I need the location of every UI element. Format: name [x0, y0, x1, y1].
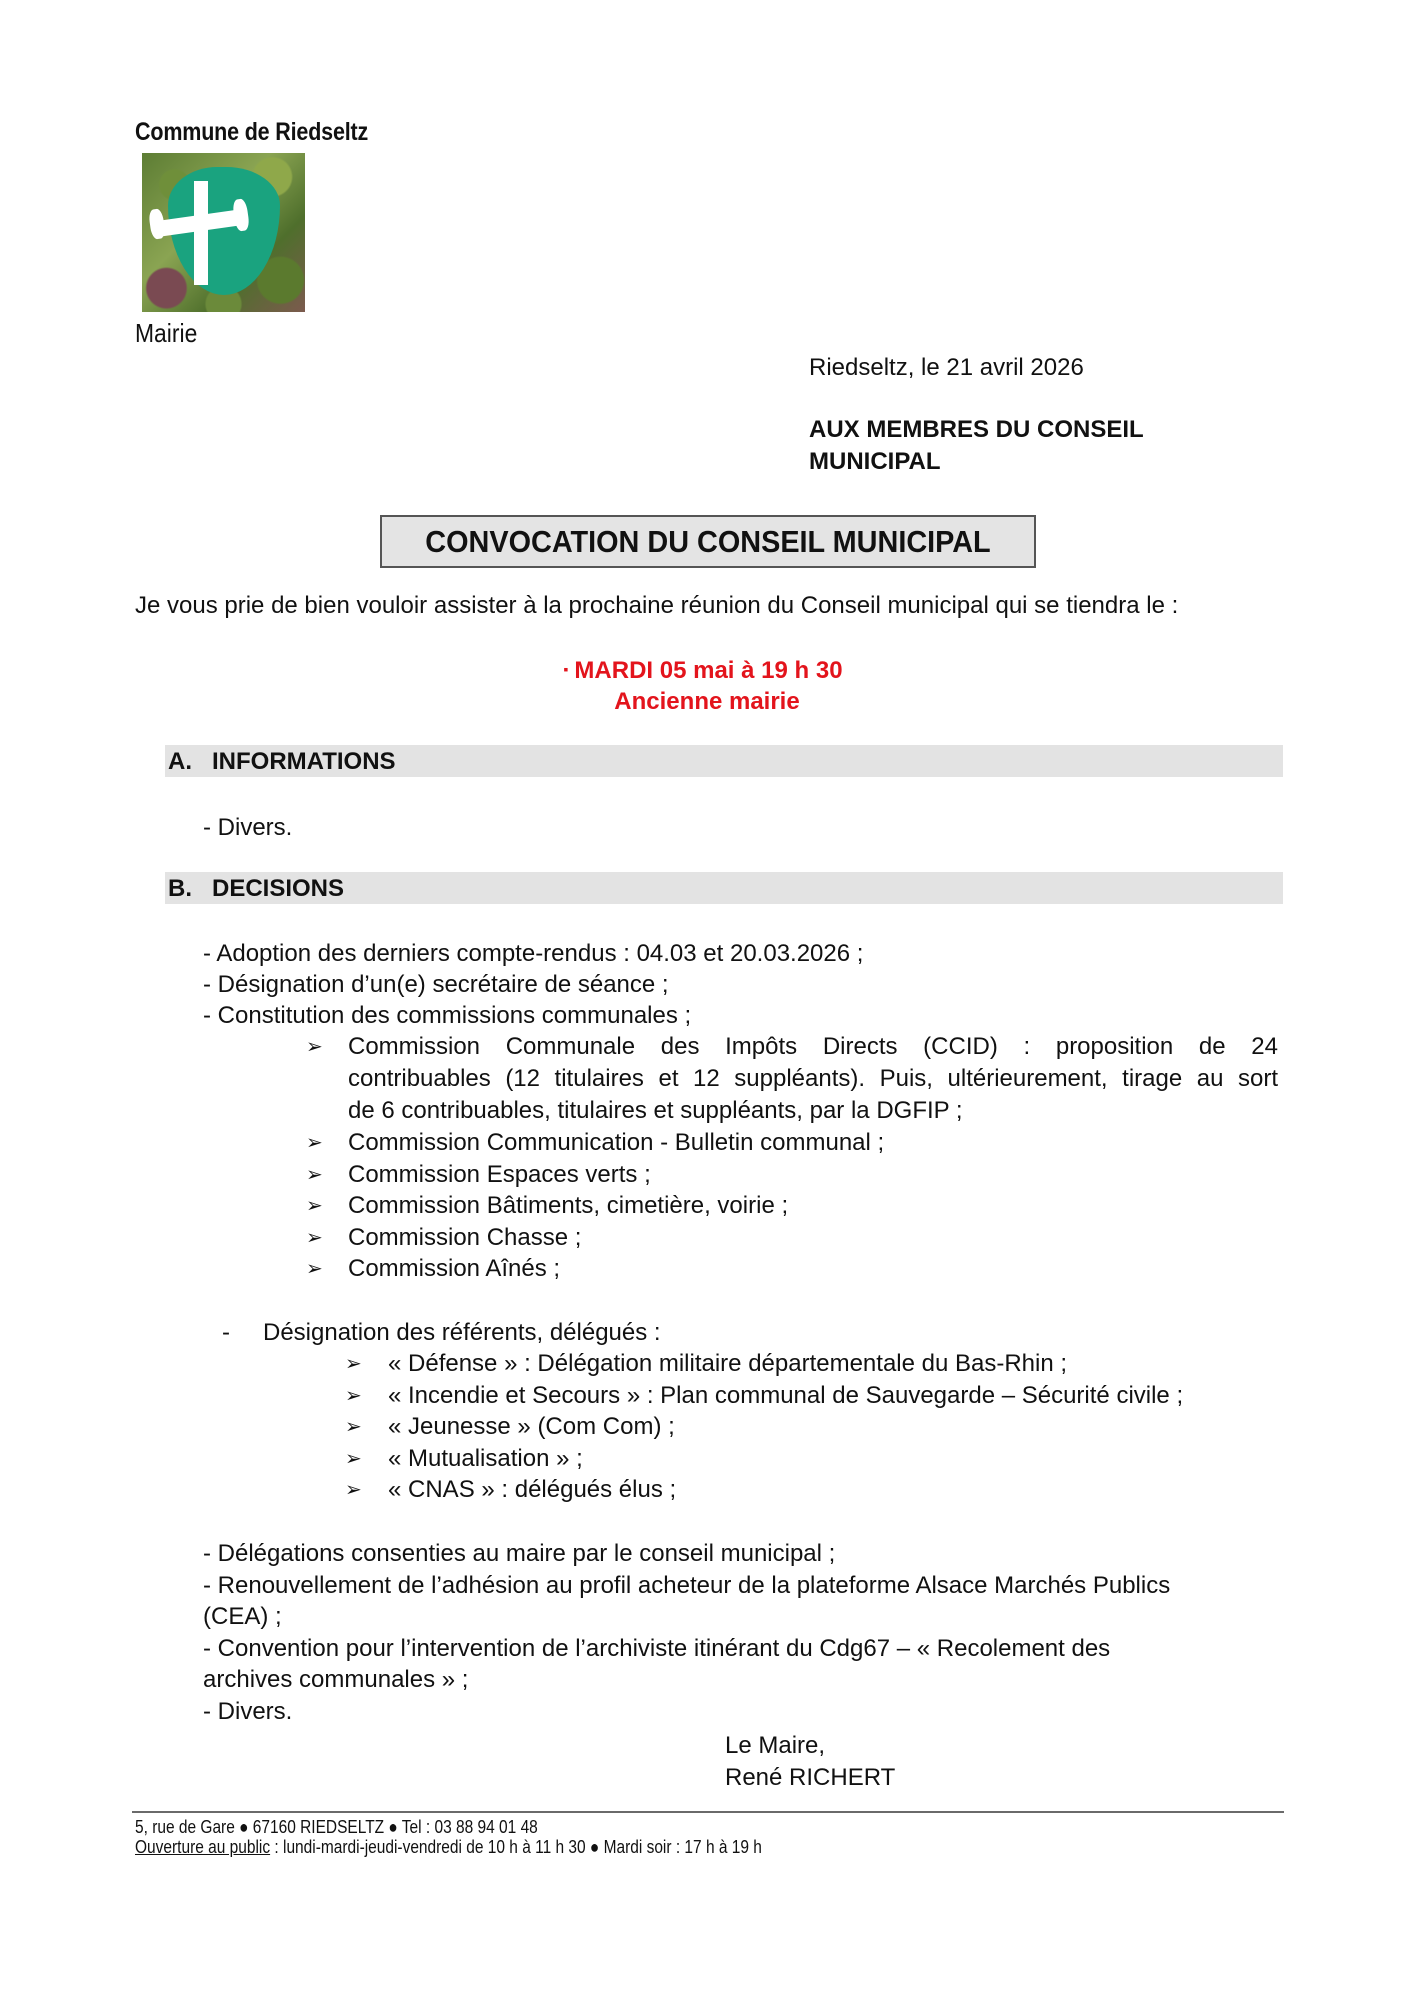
footer-divider	[132, 1811, 1284, 1813]
commission-item: Commission Communication - Bulletin communal ;	[348, 1129, 885, 1156]
ccid-line: Commission Communale des Impôts Directs (CCID) : proposition de 24	[348, 1033, 1278, 1060]
recipient-line-2: MUNICIPAL	[809, 448, 941, 475]
signature-title: Le Maire,	[725, 1732, 826, 1759]
arrow-bullet-icon: ➢	[345, 1353, 362, 1375]
arrow-bullet-icon: ➢	[345, 1479, 362, 1501]
list-item: - Adoption des derniers compte-rendus : 04.03 et 20.03.2026 ;	[203, 940, 864, 967]
referent-item: « Incendie et Secours » : Plan communal de Sauvegarde – Sécurité civile ;	[388, 1382, 1184, 1409]
commission-item: Commission Chasse ;	[348, 1224, 582, 1251]
list-item: - Convention pour l’intervention de l’archiviste itinérant du Cdg67 – « Recolement des	[203, 1635, 1111, 1662]
section-b-header	[165, 872, 1283, 904]
list-item-continuation: archives communales » ;	[203, 1666, 469, 1693]
commission-item: Commission Aînés ;	[348, 1255, 561, 1282]
list-item: - Divers.	[203, 1698, 293, 1725]
list-item: - Désignation d’un(e) secrétaire de séance ;	[203, 971, 669, 998]
organization-name: Commune de Riedseltz	[135, 118, 369, 146]
list-item: - Délégations consenties au maire par le conseil municipal ;	[203, 1540, 836, 1567]
referent-item: « CNAS » : délégués élus ;	[388, 1476, 677, 1503]
place-date: Riedseltz, le 21 avril 2026	[809, 354, 1084, 381]
ccid-line: contribuables (12 titulaires et 12 suppléants). Puis, ultérieurement, tirage au sort	[348, 1065, 1278, 1092]
referent-item: « Défense » : Délégation militaire départementale du Bas-Rhin ;	[388, 1350, 1068, 1377]
commission-item: Commission Bâtiments, cimetière, voirie ;	[348, 1192, 789, 1219]
list-item: - Constitution des commissions communales ;	[203, 1002, 692, 1029]
square-bullet-icon: ▪	[563, 661, 569, 677]
dash-bullet: -	[222, 1319, 230, 1346]
footer-hours-label: Ouverture au public	[135, 1837, 271, 1857]
referent-item: « Mutualisation » ;	[388, 1445, 583, 1472]
list-item-continuation: (CEA) ;	[203, 1603, 282, 1630]
arrow-bullet-icon: ➢	[306, 1036, 323, 1058]
recipient	[809, 414, 1144, 478]
list-item: - Divers.	[203, 814, 293, 841]
footer-hours	[135, 1837, 762, 1857]
document-title-text: CONVOCATION DU CONSEIL MUNICIPAL	[425, 523, 991, 559]
commission-ccid	[348, 1031, 1278, 1127]
cross-vertical	[194, 181, 208, 285]
document-title	[380, 515, 1036, 568]
ccid-line: de 6 contribuables, titulaires et suppléants, par la DGFIP ;	[348, 1097, 963, 1124]
footer-hours-text: : lundi-mardi-jeudi-vendredi de 10 h à 11 h 30 ● Mardi soir : 17 h à 19 h	[270, 1837, 762, 1857]
section-title: INFORMATIONS	[212, 748, 396, 775]
cross-end-left	[148, 208, 166, 240]
arrow-bullet-icon: ➢	[306, 1227, 323, 1249]
arrow-bullet-icon: ➢	[345, 1448, 362, 1470]
commission-item: Commission Espaces verts ;	[348, 1161, 651, 1188]
section-letter: B.	[168, 875, 192, 902]
department-label: Mairie	[135, 318, 198, 348]
section-letter: A.	[168, 748, 192, 775]
arrow-bullet-icon: ➢	[345, 1385, 362, 1407]
coat-of-arms-icon	[142, 153, 305, 312]
arrow-bullet-icon: ➢	[306, 1195, 323, 1217]
signature-name: René RICHERT	[725, 1764, 896, 1791]
arrow-bullet-icon: ➢	[306, 1258, 323, 1280]
recipient-line-1: AUX MEMBRES DU CONSEIL	[809, 416, 1144, 443]
meeting-details	[0, 654, 1414, 717]
referent-item: « Jeunesse » (Com Com) ;	[388, 1413, 675, 1440]
arrow-bullet-icon: ➢	[306, 1132, 323, 1154]
footer-address: 5, rue de Gare ● 67160 RIEDSELTZ ● Tel : 03 88 94 01 48	[135, 1817, 538, 1837]
section-title: DECISIONS	[212, 875, 345, 902]
meeting-datetime: MARDI 05 mai à 19 h 30	[574, 657, 843, 684]
arrow-bullet-icon: ➢	[306, 1164, 323, 1186]
intro-text: Je vous prie de bien vouloir assister à la prochaine réunion du Conseil municipal qui se tiendra le :	[135, 592, 1179, 619]
list-item: - Renouvellement de l’adhésion au profil acheteur de la plateforme Alsace Marchés Publics	[203, 1572, 1171, 1599]
arrow-bullet-icon: ➢	[345, 1416, 362, 1438]
meeting-datetime-line	[0, 654, 1414, 686]
section-a-header	[165, 745, 1283, 777]
referents-label: Désignation des référents, délégués :	[263, 1319, 661, 1346]
meeting-location: Ancienne mairie	[614, 688, 800, 715]
